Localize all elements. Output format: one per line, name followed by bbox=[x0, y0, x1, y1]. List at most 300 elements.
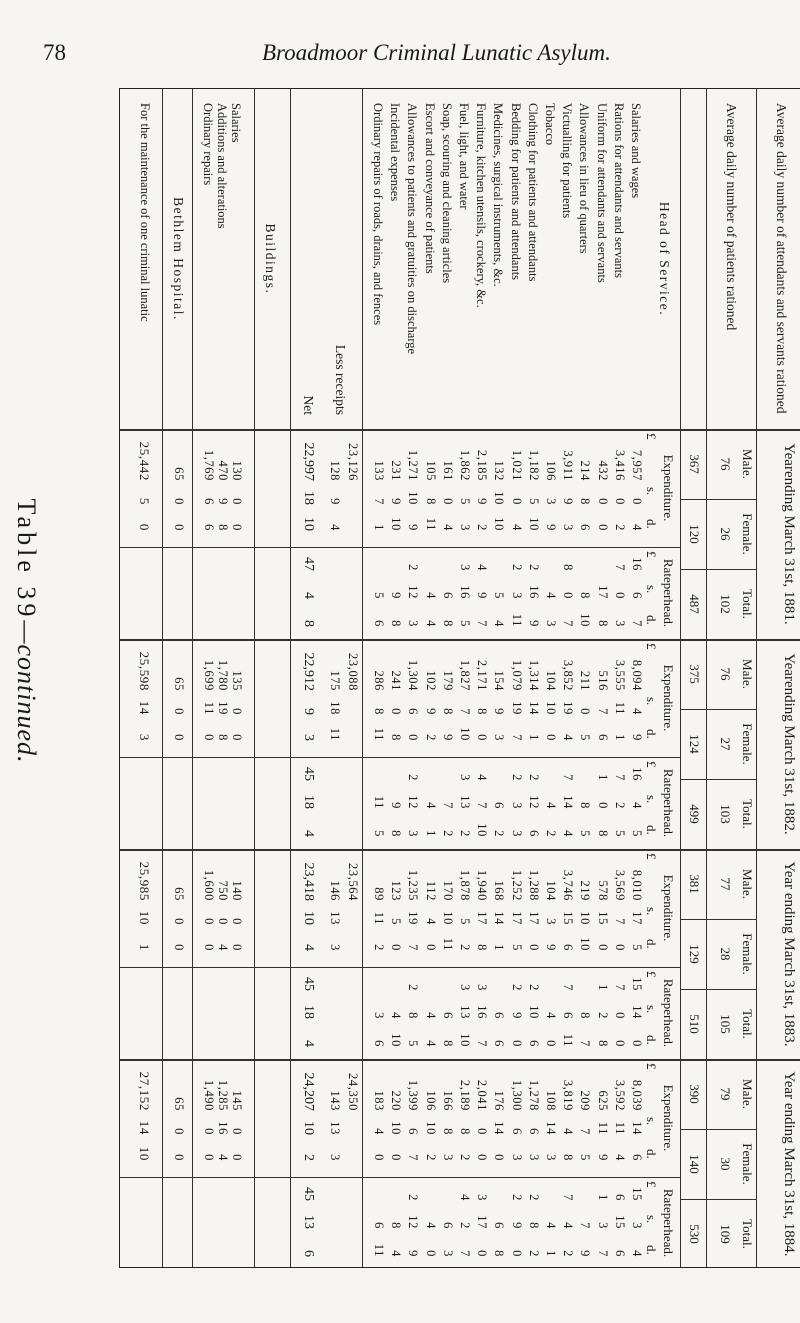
total-header: Total. bbox=[740, 799, 755, 829]
expenditure-shillings: 0 bbox=[612, 498, 627, 505]
buildings-pence: 0 bbox=[230, 944, 244, 951]
expenditure-pounds: 1,278 bbox=[526, 1079, 541, 1111]
rate-shillings: 14 bbox=[561, 795, 576, 809]
expenditure-shillings: 10 bbox=[406, 491, 421, 505]
grand-total-shillings: 14 bbox=[137, 1120, 152, 1135]
rate-shillings: 12 bbox=[526, 795, 541, 809]
expenditure-shillings: 15 bbox=[595, 911, 610, 925]
row-divider bbox=[680, 89, 681, 1267]
rate-pence: 10 bbox=[578, 613, 593, 627]
buildings-shillings: 11 bbox=[202, 701, 216, 715]
rate-pence: 0 bbox=[509, 1040, 524, 1047]
label-item: Salaries and wages bbox=[629, 103, 643, 199]
rate-shillings: 6 bbox=[492, 1222, 507, 1229]
expenditure-shillings: 0 bbox=[475, 1128, 490, 1135]
expenditure-pence: 0 bbox=[406, 734, 421, 741]
expenditure-pence: 10 bbox=[389, 517, 404, 531]
rate-shillings: 4 bbox=[423, 802, 438, 809]
expenditure-shillings: 0 bbox=[630, 498, 644, 505]
female-patients: 124 bbox=[687, 734, 702, 754]
bethlem-shillings: 0 bbox=[172, 918, 186, 925]
expenditure-shillings: 7 bbox=[578, 1128, 593, 1135]
expenditure-pounds: 106 bbox=[423, 1090, 438, 1111]
col-divider bbox=[120, 967, 681, 968]
unit-shillings: s. bbox=[644, 907, 659, 916]
net-pence: 3 bbox=[301, 734, 316, 741]
rate-pounds: 2 bbox=[406, 774, 421, 781]
buildings-pence: 6 bbox=[202, 524, 216, 531]
expenditure-pounds: 219 bbox=[578, 880, 593, 901]
total-header: Total. bbox=[740, 1009, 755, 1039]
rate-shillings: 0 bbox=[561, 592, 576, 599]
rate-pounds: 2 bbox=[526, 774, 541, 781]
rate-pence: 0 bbox=[423, 1250, 438, 1257]
expenditure-pence: 5 bbox=[630, 944, 644, 951]
label-net: Net bbox=[301, 395, 316, 415]
expenditure-shillings: 5 bbox=[458, 918, 472, 925]
label-less-receipts: Less receipts bbox=[333, 344, 348, 415]
expenditure-shillings: 10 bbox=[423, 1121, 438, 1135]
row-divider bbox=[706, 89, 707, 1267]
receipts-pence: 4 bbox=[328, 524, 342, 531]
expenditure-pence: 2 bbox=[372, 944, 386, 951]
expenditure-pounds: 3,569 bbox=[612, 869, 627, 901]
expenditure-pence: 4 bbox=[630, 524, 644, 531]
unit-pounds: £ bbox=[644, 971, 659, 978]
rate-pence: 11 bbox=[561, 1033, 576, 1047]
expenditure-pounds: 2,185 bbox=[475, 449, 490, 481]
expenditure-pence: 9 bbox=[630, 734, 644, 741]
net-rate-pence: 4 bbox=[301, 1040, 316, 1047]
rate-pence: 7 bbox=[630, 620, 644, 627]
row-divider bbox=[162, 89, 163, 1267]
rate-pence: 2 bbox=[526, 1250, 541, 1257]
rate-pounds: 7 bbox=[612, 564, 627, 571]
expenditure-shillings: 10 bbox=[389, 1121, 404, 1135]
net-pence: 10 bbox=[301, 517, 316, 531]
female-header: Female. bbox=[740, 513, 755, 555]
expenditure-pounds: 1,878 bbox=[458, 869, 472, 901]
expenditure-pence: 2 bbox=[423, 1154, 438, 1161]
rate-pounds: 8 bbox=[561, 564, 576, 571]
rate-shillings: 9 bbox=[509, 1012, 524, 1019]
expenditure-shillings: 6 bbox=[406, 1128, 421, 1135]
expenditure-pence: 9 bbox=[406, 524, 421, 531]
year-block bbox=[120, 639, 800, 849]
expenditure-shillings: 14 bbox=[526, 701, 541, 715]
expenditure-pounds: 3,555 bbox=[612, 659, 627, 691]
expenditure-pence: 3 bbox=[492, 734, 507, 741]
expenditure-shillings: 6 bbox=[406, 708, 421, 715]
label-item: Clothing for patients and attendants bbox=[525, 103, 540, 282]
rate-pence: 7 bbox=[595, 1250, 610, 1257]
buildings-pence: 0 bbox=[202, 944, 216, 951]
grand-total-shillings: 10 bbox=[137, 910, 152, 925]
rate-pence: 5 bbox=[612, 830, 627, 837]
unit-pence: d. bbox=[644, 1035, 659, 1045]
label-salaries: Salaries bbox=[229, 103, 243, 143]
expenditure-pounds: 179 bbox=[440, 670, 455, 691]
receipts-shillings: 13 bbox=[328, 1121, 342, 1135]
expenditure-shillings: 9 bbox=[561, 498, 576, 505]
expenditure-shillings: 8 bbox=[423, 498, 438, 505]
total-attendants: 102 bbox=[718, 594, 733, 614]
expenditure-pence: 7 bbox=[406, 944, 421, 951]
expenditure-pence: 0 bbox=[423, 944, 438, 951]
year-block bbox=[120, 429, 800, 639]
rate-shillings: 3 bbox=[630, 1222, 644, 1229]
expenditure-shillings: 8 bbox=[372, 708, 386, 715]
expenditure-pence: 10 bbox=[492, 517, 507, 531]
rate-pence: 11 bbox=[372, 1243, 386, 1257]
expenditure-pounds: 286 bbox=[372, 670, 386, 691]
expenditure-pence: 10 bbox=[578, 937, 593, 951]
unit-pence: d. bbox=[644, 825, 659, 835]
expenditure-shillings: 6 bbox=[509, 1128, 524, 1135]
buildings-pounds: 750 bbox=[216, 880, 230, 901]
expenditure-pence: 1 bbox=[372, 524, 386, 531]
rate-shillings: 2 bbox=[612, 802, 627, 809]
buildings-pence: 8 bbox=[216, 524, 230, 531]
expenditure-pounds: 3,911 bbox=[561, 450, 576, 481]
grand-total-pounds: 27,152 bbox=[137, 1071, 152, 1111]
net-rate-shillings: 4 bbox=[301, 592, 316, 599]
net-pence: 4 bbox=[301, 944, 316, 951]
grand-total-pence: 0 bbox=[137, 523, 152, 531]
rate-pence: 2 bbox=[458, 830, 472, 837]
grand-total-pounds: 25,985 bbox=[137, 861, 152, 901]
rate-pounds: 16 bbox=[630, 767, 644, 781]
unit-shillings: s. bbox=[644, 795, 659, 804]
unit-pounds: £ bbox=[644, 643, 659, 650]
rate-pence: 5 bbox=[630, 830, 644, 837]
expenditure-pounds: 170 bbox=[440, 880, 455, 901]
unit-pounds: £ bbox=[644, 853, 659, 860]
male-attendants: 76 bbox=[718, 667, 733, 681]
expenditure-pence: 3 bbox=[561, 524, 576, 531]
expenditure-pence: 11 bbox=[372, 727, 386, 741]
rate-pounds: 1 bbox=[595, 774, 610, 781]
expenditure-pence: 9 bbox=[595, 1154, 610, 1161]
expenditure-pounds: 1,827 bbox=[458, 659, 472, 691]
expenditure-shillings: 11 bbox=[612, 701, 627, 715]
bethlem-pence: 0 bbox=[172, 944, 186, 951]
expenditure-shillings: 11 bbox=[595, 1121, 610, 1135]
gross-total-pounds: 23,088 bbox=[346, 653, 360, 691]
rate-shillings: 6 bbox=[372, 1222, 386, 1229]
net-pounds: 22,912 bbox=[301, 652, 316, 691]
rate-shillings: 6 bbox=[440, 592, 455, 599]
expenditure-pence: 4 bbox=[509, 524, 524, 531]
expenditure-pence: 10 bbox=[458, 727, 472, 741]
expenditure-pounds: 1,300 bbox=[509, 1079, 524, 1111]
rate-shillings: 6 bbox=[630, 592, 644, 599]
rate-pounds: 2 bbox=[406, 984, 421, 991]
rate-shillings: 12 bbox=[406, 585, 421, 599]
rate-pence: 3 bbox=[509, 830, 524, 837]
expenditure-pence: 0 bbox=[389, 1154, 404, 1161]
expenditure-pounds: 578 bbox=[595, 880, 610, 901]
rate-shillings: 9 bbox=[475, 592, 490, 599]
net-rate-shillings: 18 bbox=[301, 1005, 316, 1019]
label-item: Victualling for patients bbox=[560, 103, 575, 219]
expenditure-pounds: 104 bbox=[544, 880, 558, 901]
grand-total-pence: 3 bbox=[137, 733, 152, 741]
expenditure-shillings: 4 bbox=[561, 1128, 576, 1135]
label-item: Furniture, kitchen utensils, crockery, &c. bbox=[474, 103, 489, 308]
total-patients: 530 bbox=[687, 1224, 702, 1244]
expenditure-pounds: 8,094 bbox=[630, 659, 644, 691]
expenditure-pence: 3 bbox=[544, 1154, 558, 1161]
rate-pence: 8 bbox=[595, 620, 610, 627]
expenditure-header: Expenditure. bbox=[661, 454, 676, 522]
row-divider bbox=[362, 89, 363, 1267]
buildings-shillings: 16 bbox=[216, 1121, 230, 1135]
expenditure-shillings: 15 bbox=[561, 911, 576, 925]
rate-pence: 3 bbox=[406, 830, 421, 837]
expenditure-shillings: 7 bbox=[595, 708, 610, 715]
rate-shillings: 8 bbox=[526, 1222, 541, 1229]
rate-pounds: 2 bbox=[526, 984, 541, 991]
expenditure-pence: 0 bbox=[475, 1154, 490, 1161]
rate-pence: 3 bbox=[406, 620, 421, 627]
net-pence: 2 bbox=[301, 1154, 316, 1161]
expenditure-shillings: 14 bbox=[544, 1121, 558, 1135]
expenditure-shillings: 14 bbox=[630, 1121, 644, 1135]
male-attendants: 77 bbox=[718, 877, 733, 891]
rate-pence: 3 bbox=[440, 1250, 455, 1257]
rate-pounds: 16 bbox=[630, 557, 644, 571]
rate-pounds: 2 bbox=[509, 774, 524, 781]
rate-pence: 0 bbox=[612, 1040, 627, 1047]
rate-pence: 8 bbox=[440, 620, 455, 627]
rate-pounds: 1 bbox=[595, 1194, 610, 1201]
expenditure-pounds: 154 bbox=[492, 670, 507, 691]
rate-pence: 8 bbox=[595, 830, 610, 837]
expenditure-pounds: 432 bbox=[595, 460, 610, 481]
expenditure-pence: 8 bbox=[475, 944, 490, 951]
expenditure-pence: 9 bbox=[544, 944, 558, 951]
unit-shillings: s. bbox=[644, 487, 659, 496]
col-divider bbox=[120, 757, 681, 758]
rate-pence: 10 bbox=[475, 823, 490, 837]
expenditure-shillings: 17 bbox=[630, 911, 644, 925]
expenditure-pounds: 516 bbox=[595, 670, 610, 691]
rate-shillings: 15 bbox=[612, 1215, 627, 1229]
expenditure-pence: 0 bbox=[389, 944, 404, 951]
expenditure-pounds: 1,252 bbox=[509, 869, 524, 901]
expenditure-pounds: 241 bbox=[389, 670, 404, 691]
expenditure-pounds: 1,235 bbox=[406, 869, 421, 901]
expenditure-pounds: 176 bbox=[492, 1090, 507, 1111]
rate-pounds: 4 bbox=[475, 564, 490, 571]
expenditure-shillings: 9 bbox=[423, 708, 438, 715]
male-patients: 381 bbox=[687, 874, 702, 894]
expenditure-pence: 7 bbox=[509, 734, 524, 741]
expenditure-shillings: 0 bbox=[389, 708, 404, 715]
statistics-table-container bbox=[109, 88, 800, 1293]
row-divider bbox=[254, 89, 255, 1267]
buildings-shillings: 0 bbox=[216, 918, 230, 925]
rate-shillings: 7 bbox=[440, 802, 455, 809]
expenditure-pounds: 3,746 bbox=[561, 869, 576, 901]
buildings-pence: 0 bbox=[202, 1154, 216, 1161]
expenditure-shillings: 7 bbox=[372, 498, 386, 505]
expenditure-pence: 0 bbox=[372, 1154, 386, 1161]
expenditure-header: Expenditure. bbox=[661, 1084, 676, 1152]
expenditure-shillings: 10 bbox=[492, 491, 507, 505]
male-patients: 367 bbox=[687, 454, 702, 474]
expenditure-pence: 0 bbox=[595, 524, 610, 531]
rate-shillings: 8 bbox=[389, 1222, 404, 1229]
expenditure-pounds: 2,171 bbox=[475, 659, 490, 691]
expenditure-pounds: 132 bbox=[492, 460, 507, 481]
total-attendants: 105 bbox=[718, 1014, 733, 1034]
expenditure-pence: 2 bbox=[458, 1154, 472, 1161]
rate-pounds: 7 bbox=[612, 774, 627, 781]
expenditure-shillings: 0 bbox=[440, 498, 455, 505]
rate-shillings: 16 bbox=[475, 1005, 490, 1019]
receipts-pounds: 175 bbox=[328, 670, 342, 691]
rate-pounds: 3 bbox=[475, 1194, 490, 1201]
label-item: Ordinary repairs of roads, drains, and fences bbox=[371, 103, 385, 326]
rate-pence: 2 bbox=[492, 830, 507, 837]
buildings-pence: 4 bbox=[216, 1154, 230, 1161]
unit-pence: d. bbox=[644, 615, 659, 625]
buildings-pence: 0 bbox=[202, 734, 216, 741]
rate-shillings: 16 bbox=[526, 585, 541, 599]
receipts-shillings: 18 bbox=[328, 701, 342, 715]
rate-shillings: 0 bbox=[612, 592, 627, 599]
year-heading: Yearending March 31st, 1882. bbox=[781, 653, 797, 835]
rate-shillings: 9 bbox=[509, 1222, 524, 1229]
expenditure-pounds: 1,314 bbox=[526, 659, 541, 691]
expenditure-shillings: 5 bbox=[526, 498, 541, 505]
expenditure-shillings: 8 bbox=[475, 708, 490, 715]
grand-total-pounds: 25,598 bbox=[137, 651, 152, 691]
col-divider bbox=[120, 1177, 681, 1178]
expenditure-shillings: 4 bbox=[423, 918, 438, 925]
rate-pounds: 7 bbox=[561, 774, 576, 781]
rate-shillings: 11 bbox=[372, 795, 386, 809]
expenditure-pence: 6 bbox=[578, 524, 593, 531]
expenditure-pence: 9 bbox=[440, 734, 455, 741]
unit-pence: d. bbox=[644, 519, 659, 529]
expenditure-pounds: 1,399 bbox=[406, 1079, 421, 1111]
receipts-shillings: 13 bbox=[328, 911, 342, 925]
bethlem-shillings: 0 bbox=[172, 1128, 186, 1135]
expenditure-pence: 8 bbox=[561, 1154, 576, 1161]
rate-pounds: 2 bbox=[526, 1194, 541, 1201]
expenditure-pence: 0 bbox=[526, 944, 541, 951]
female-attendants: 26 bbox=[718, 527, 733, 541]
buildings-shillings: 0 bbox=[230, 498, 244, 505]
expenditure-shillings: 8 bbox=[440, 708, 455, 715]
rate-shillings: 4 bbox=[630, 802, 644, 809]
expenditure-pounds: 105 bbox=[423, 460, 438, 481]
rate-shillings: 4 bbox=[423, 1012, 438, 1019]
rate-pence: 9 bbox=[526, 620, 541, 627]
expenditure-shillings: 9 bbox=[475, 498, 490, 505]
running-head: Broadmoor Criminal Lunatic Asylum. bbox=[262, 40, 611, 65]
unit-shillings: s. bbox=[644, 1005, 659, 1014]
rate-shillings: 13 bbox=[458, 1005, 472, 1019]
expenditure-shillings: 8 bbox=[440, 1128, 455, 1135]
year-block bbox=[120, 849, 800, 1059]
expenditure-pounds: 1,940 bbox=[475, 869, 490, 901]
rate-shillings: 3 bbox=[509, 802, 524, 809]
expenditure-pence: 0 bbox=[475, 734, 490, 741]
rate-pence: 7 bbox=[475, 620, 490, 627]
expenditure-pounds: 102 bbox=[423, 670, 438, 691]
expenditure-shillings: 0 bbox=[595, 498, 610, 505]
rate-pence: 8 bbox=[389, 830, 404, 837]
bethlem-pounds: 65 bbox=[172, 467, 186, 481]
expenditure-pounds: 8,010 bbox=[630, 869, 644, 901]
expenditure-pence: 10 bbox=[526, 517, 541, 531]
rate-shillings: 10 bbox=[526, 1005, 541, 1019]
year-heading: Yearending March 31st, 1881. bbox=[781, 443, 797, 625]
bethlem-pence: 0 bbox=[172, 524, 186, 531]
rate-pence: 10 bbox=[458, 1033, 472, 1047]
expenditure-pounds: 3,852 bbox=[561, 659, 576, 691]
expenditure-shillings: 4 bbox=[372, 1128, 386, 1135]
expenditure-pence: 2 bbox=[612, 524, 627, 531]
rate-pence: 5 bbox=[372, 830, 386, 837]
buildings-pounds: 470 bbox=[216, 460, 230, 481]
rate-shillings: 3 bbox=[372, 1012, 386, 1019]
rate-pounds: 4 bbox=[475, 774, 490, 781]
expenditure-shillings: 7 bbox=[612, 918, 627, 925]
expenditure-pence: 0 bbox=[612, 944, 627, 951]
page-number: 78 bbox=[43, 40, 66, 65]
rate-pence: 4 bbox=[561, 830, 576, 837]
expenditure-shillings: 19 bbox=[509, 701, 524, 715]
rate-pence: 2 bbox=[440, 830, 455, 837]
bethlem-pence: 0 bbox=[172, 734, 186, 741]
buildings-pounds: 1,285 bbox=[216, 1079, 230, 1111]
female-patients: 140 bbox=[687, 1154, 702, 1174]
expenditure-pounds: 211 bbox=[578, 670, 593, 691]
expenditure-shillings: 17 bbox=[475, 911, 490, 925]
male-attendants: 79 bbox=[718, 1087, 733, 1101]
label-item: Rations for attendants and servants bbox=[611, 103, 626, 278]
rate-shillings: 6 bbox=[561, 1012, 576, 1019]
expenditure-shillings: 11 bbox=[372, 911, 386, 925]
expenditure-shillings: 9 bbox=[389, 498, 404, 505]
rate-shillings: 6 bbox=[492, 1012, 507, 1019]
rate-shillings: 12 bbox=[406, 795, 421, 809]
unit-pence: d. bbox=[644, 1149, 659, 1159]
expenditure-shillings: 10 bbox=[544, 701, 558, 715]
expenditure-shillings: 6 bbox=[526, 1128, 541, 1135]
expenditure-shillings: 8 bbox=[458, 1128, 472, 1135]
buildings-pence: 0 bbox=[230, 524, 244, 531]
expenditure-pence: 2 bbox=[475, 524, 490, 531]
total-header: Total. bbox=[740, 1219, 755, 1249]
expenditure-pence: 4 bbox=[561, 734, 576, 741]
expenditure-shillings: 5 bbox=[389, 918, 404, 925]
buildings-pence: 0 bbox=[230, 1154, 244, 1161]
expenditure-pounds: 3,592 bbox=[612, 1079, 627, 1111]
rate-pence: 6 bbox=[372, 620, 386, 627]
label-head-of-service: Head of Service. bbox=[657, 201, 672, 317]
rate-pounds: 7 bbox=[561, 984, 576, 991]
buildings-shillings: 0 bbox=[230, 918, 244, 925]
expenditure-pounds: 214 bbox=[578, 460, 593, 481]
expenditure-shillings: 0 bbox=[509, 498, 524, 505]
rate-shillings: 4 bbox=[423, 592, 438, 599]
